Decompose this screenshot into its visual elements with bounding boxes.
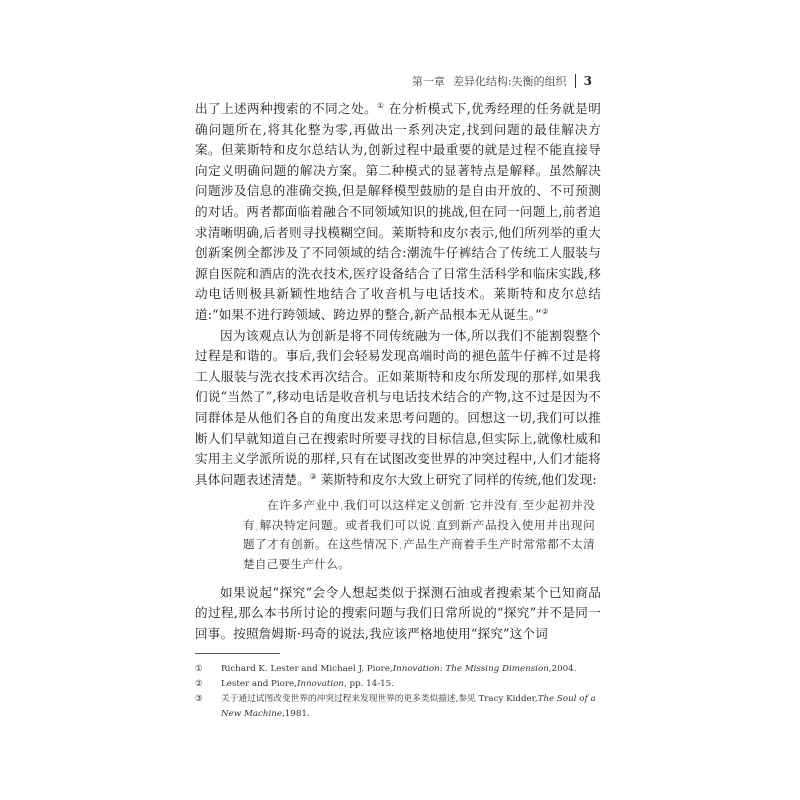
paragraph-text: 因为该观点认为创新是将不同传统融为一体,所以我们不能割裂整个过程是和谐的。事后,我们会轻易发现高端时尚的褪色蓝牛仔裤不过是将工人服装与洗衣技术再次结合。正如莱斯特和皮尔所发现的那样,如果我们说“当然了”,移动电话是收音机与电话技术结合的产物,这不过是因为不同群体是从他们各自的角度出发来思考问题的。回想这一切,我们可以推断人们早就知道自己在搜索时所要寻找的目标信息,但实际上,就像杜威和实用主义学派所说的那样,只有在试图改变世界的冲突过程中,人们才能将具体问题表述清楚。 bbox=[195, 327, 601, 487]
page-number: 3 bbox=[583, 74, 592, 88]
footnote-title: The Soul of a New Machine bbox=[221, 694, 596, 719]
paragraph-2 bbox=[195, 326, 601, 491]
footnote-ref-2[interactable]: ② bbox=[541, 306, 549, 316]
footnote-title: Innovation: The Missing Dimension bbox=[392, 664, 549, 674]
footnote-tail: , pp. 14-15. bbox=[343, 679, 394, 689]
footnote-ref-1[interactable]: ① bbox=[377, 100, 385, 110]
footnote-mark: ③ bbox=[195, 694, 203, 704]
chapter-title: 差异化结构:失衡的组织 bbox=[452, 75, 567, 88]
quote-text: 在许多产业中,我们可以这样定义创新:它并没有,至少起初并没有,解决特定问题。或者我们可以说:直到新产品投入使用并出现问题了才有创新。在这些情况下,产品生产商着手生产时常常都不太清楚自己要生产什么。 bbox=[243, 498, 595, 572]
footnote-text: 关于通过试图改变世界的冲突过程来发现世界的更多类似描述,参见 Tracy Kidder, bbox=[221, 694, 538, 704]
footnote-tail: ,2004. bbox=[548, 664, 577, 674]
paragraph-3: 如果说起“探究”会令人想起类似于探测石油或者搜索某个已知商品的过程,那么本书所讨论的搜索问题与我们日常所说的“探究”并不是同一回事。按照詹姆斯·玛奇的说法,我应该严格地使用“探究”这个词 bbox=[195, 584, 601, 641]
footnote-text: Lester and Piore, bbox=[221, 679, 297, 689]
footnote-3 bbox=[195, 692, 601, 722]
footnote-text: Richard K. Lester and Michael J. Piore, bbox=[221, 664, 393, 674]
footnote-mark: ① bbox=[195, 664, 203, 674]
paragraph-text: 在分析模式下,优秀经理的任务就是明确问题所在,将其化整为零,再做出一系列决定,找到问题的最佳解决方案。但莱斯特和皮尔总结认为,创新过程中最重要的就是过程不能直接导向定义明确问题的解决方案。第二种模式的显著特点是解释。虽然解决问题涉及信息的准确交换,但是解释模型鼓励的是自由开放的、不可预测的对话。两者都面临着融合不同领域知识的挑战,但在同一问题上,前者追求清晰明确,后者则寻找模糊空间。莱斯特和皮尔表示,他们所列举的重大创新案例全都涉及了不同领域的结合:潮流牛仔裤结合了传统工人服装与源自医院和酒店的洗衣技术,医疗设备结合了日常生活科学和临床实践,移动电话则极具新颖性地结合了收音机与电话技术。莱斯特和皮尔总结道:“如果不进行跨领域、跨边界的整合,新产品根本无从诞生。” bbox=[195, 101, 601, 322]
footnote-1 bbox=[195, 662, 601, 677]
footnote-2 bbox=[195, 677, 601, 692]
footnote-ref-3[interactable]: ③ bbox=[309, 471, 317, 481]
chapter-label: 第一章 bbox=[411, 75, 445, 88]
footnote-mark: ② bbox=[195, 679, 203, 689]
footnotes bbox=[195, 662, 601, 722]
paragraph-text: 出了上述两种搜索的不同之处。 bbox=[195, 101, 378, 116]
body-text bbox=[195, 99, 601, 644]
paragraph-text: 莱斯特和皮尔大致上研究了同样的传统,他们发现: bbox=[316, 471, 597, 487]
block-quote bbox=[195, 496, 601, 574]
footnote-title: Innovation bbox=[296, 679, 344, 689]
footnote-divider bbox=[195, 653, 280, 654]
running-header bbox=[412, 73, 592, 89]
header-divider bbox=[575, 74, 576, 88]
footnote-tail: ,1981. bbox=[282, 709, 310, 719]
paragraph-1 bbox=[195, 99, 601, 326]
